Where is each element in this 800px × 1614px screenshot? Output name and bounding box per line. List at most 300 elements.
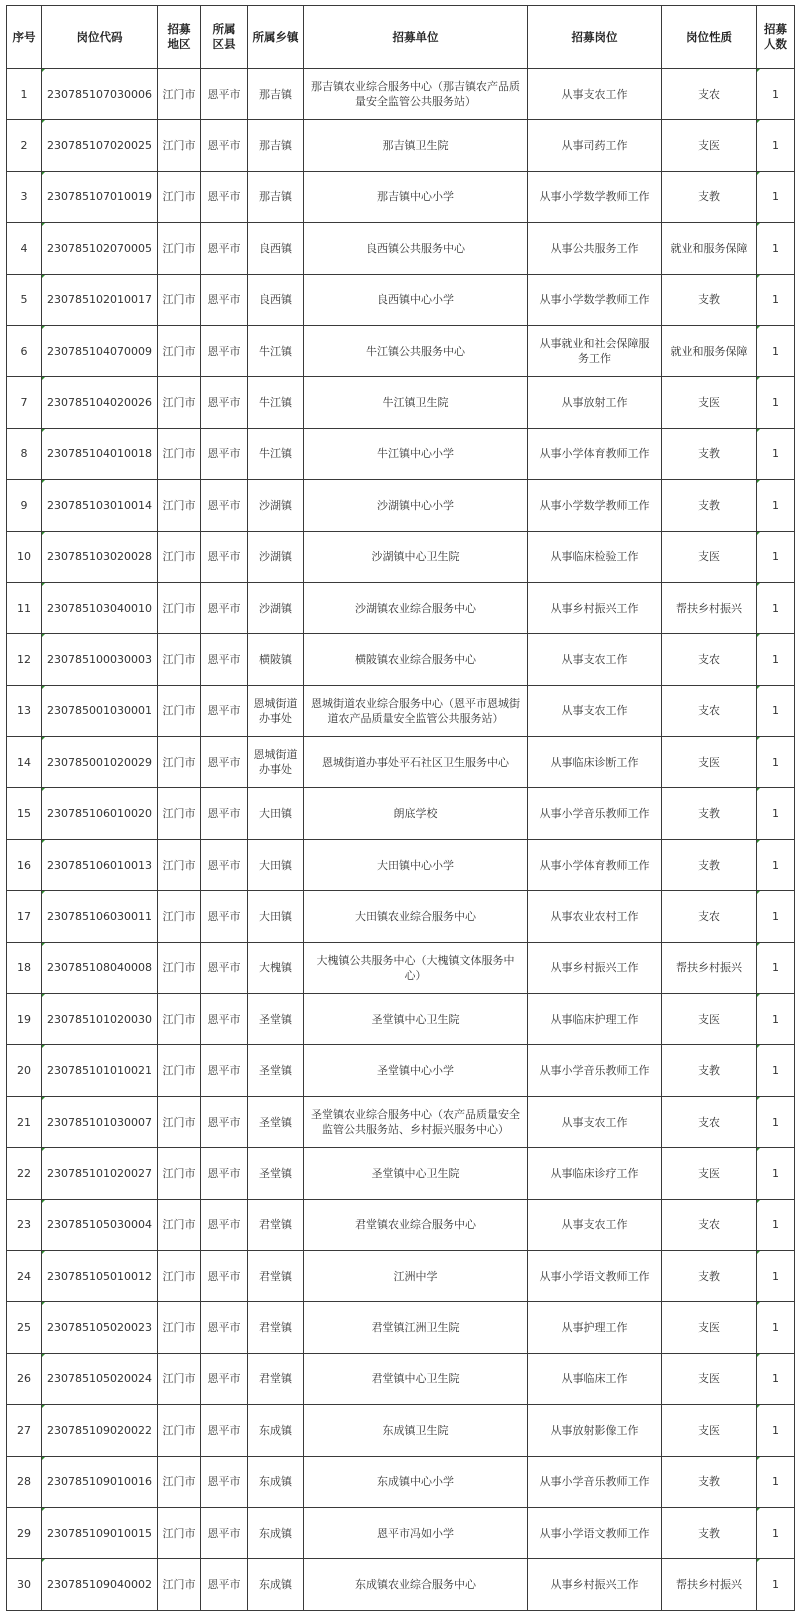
recruit-count-text: 1 <box>772 909 779 923</box>
position-nature-cell <box>662 428 757 479</box>
position-text: 从事公共服务工作 <box>550 241 639 255</box>
region-text: 江门市 <box>162 652 196 666</box>
header-count: 招募人数 <box>757 6 795 69</box>
county-cell <box>201 1148 248 1199</box>
position-nature-cell <box>662 377 757 428</box>
recruit-count-cell <box>757 1456 795 1507</box>
recruiting-unit-cell <box>304 1199 528 1250</box>
county-cell <box>201 325 248 376</box>
row-number-text: 25 <box>17 1321 31 1335</box>
town-cell <box>248 1353 304 1404</box>
position-code-cell <box>42 1302 158 1353</box>
position-nature-text: 支教 <box>698 293 720 307</box>
position-cell <box>528 1353 662 1404</box>
recruit-count-text: 1 <box>772 1166 779 1180</box>
county-text: 恩平市 <box>207 909 241 923</box>
region-cell <box>158 1096 201 1147</box>
position-nature-cell <box>662 120 757 171</box>
position-nature-text: 支教 <box>698 1269 720 1283</box>
position-code-cell <box>42 1405 158 1456</box>
town-text: 东成镇 <box>259 1526 292 1540</box>
town-cell <box>248 1199 304 1250</box>
position-code-text: 230785102070005 <box>47 241 152 255</box>
position-nature-cell <box>662 1199 757 1250</box>
county-cell <box>201 1353 248 1404</box>
position-nature-text: 支医 <box>698 755 720 769</box>
table-row <box>7 737 795 788</box>
county-cell <box>201 531 248 582</box>
region-cell <box>158 1302 201 1353</box>
position-code-cell <box>42 839 158 890</box>
region-text: 江门市 <box>162 1218 196 1232</box>
row-number-cell <box>7 171 42 222</box>
recruit-count-cell <box>757 1096 795 1147</box>
position-code-cell <box>42 480 158 531</box>
recruit-count-cell <box>757 1353 795 1404</box>
town-cell <box>248 942 304 993</box>
recruiting-unit-cell <box>304 377 528 428</box>
position-text: 从事乡村振兴工作 <box>550 601 639 615</box>
town-cell <box>248 377 304 428</box>
region-cell <box>158 120 201 171</box>
town-text: 沙湖镇 <box>259 498 292 512</box>
recruiting-unit-text: 牛江镇公共服务中心 <box>366 344 465 358</box>
position-cell <box>528 1456 662 1507</box>
town-cell <box>248 274 304 325</box>
position-nature-cell <box>662 1302 757 1353</box>
town-text: 恩城街道办事处 <box>253 748 298 777</box>
position-code-text: 230785107010019 <box>47 190 152 204</box>
position-text: 从事支农工作 <box>561 704 628 718</box>
county-cell <box>201 1507 248 1558</box>
position-code-text: 230785107030006 <box>47 87 152 101</box>
position-code-text: 230785103040010 <box>47 601 152 615</box>
town-text: 圣堂镇 <box>259 1064 292 1078</box>
town-text: 大田镇 <box>259 858 292 872</box>
table-row <box>7 69 795 120</box>
county-cell <box>201 428 248 479</box>
town-cell <box>248 1559 304 1610</box>
county-cell <box>201 788 248 839</box>
table-row <box>7 1456 795 1507</box>
town-cell <box>248 1148 304 1199</box>
region-text: 江门市 <box>162 87 196 101</box>
position-code-text: 230785101020027 <box>47 1166 152 1180</box>
table-header-row <box>7 6 795 69</box>
recruit-count-cell <box>757 223 795 274</box>
county-cell <box>201 223 248 274</box>
position-cell <box>528 634 662 685</box>
town-text: 大田镇 <box>259 909 292 923</box>
recruiting-unit-text: 牛江镇中心小学 <box>377 447 454 461</box>
position-code-text: 230785106010013 <box>47 858 152 872</box>
position-text: 从事临床检验工作 <box>550 550 639 564</box>
header-county: 所属区县 <box>201 6 248 69</box>
county-text: 恩平市 <box>207 1064 241 1078</box>
recruit-count-text: 1 <box>772 139 779 153</box>
row-number-cell <box>7 377 42 428</box>
county-text: 恩平市 <box>207 396 241 410</box>
position-text: 从事小学语文教师工作 <box>539 1269 650 1283</box>
position-nature-cell <box>662 839 757 890</box>
position-nature-text: 支教 <box>698 1475 720 1489</box>
county-cell <box>201 120 248 171</box>
town-cell <box>248 634 304 685</box>
town-cell <box>248 1507 304 1558</box>
row-number-text: 19 <box>17 1012 31 1026</box>
row-number-text: 6 <box>20 344 28 358</box>
region-text: 江门市 <box>162 1269 196 1283</box>
position-cell <box>528 994 662 1045</box>
position-text: 从事就业和社会保障服务工作 <box>539 337 650 366</box>
position-nature-cell <box>662 1096 757 1147</box>
recruit-count-text: 1 <box>772 190 779 204</box>
position-code-cell <box>42 1199 158 1250</box>
position-code-text: 230785109010016 <box>47 1475 152 1489</box>
position-cell <box>528 1250 662 1301</box>
recruit-count-cell <box>757 994 795 1045</box>
region-cell <box>158 1405 201 1456</box>
region-cell <box>158 428 201 479</box>
recruiting-unit-text: 君堂镇中心卫生院 <box>371 1372 460 1386</box>
region-text: 江门市 <box>162 293 196 307</box>
county-text: 恩平市 <box>207 961 241 975</box>
position-code-cell <box>42 994 158 1045</box>
position-cell <box>528 1302 662 1353</box>
position-cell <box>528 839 662 890</box>
table-row <box>7 428 795 479</box>
recruiting-unit-text: 沙湖镇农业综合服务中心 <box>355 601 476 615</box>
row-number-text: 20 <box>17 1064 31 1078</box>
header-nature: 岗位性质 <box>662 6 757 69</box>
position-text: 从事临床护理工作 <box>550 1012 639 1026</box>
region-text: 江门市 <box>162 190 196 204</box>
region-cell <box>158 171 201 222</box>
position-nature-cell <box>662 737 757 788</box>
position-text: 从事小学数学教师工作 <box>539 498 650 512</box>
recruit-count-cell <box>757 1405 795 1456</box>
position-nature-cell <box>662 1507 757 1558</box>
table-row <box>7 171 795 222</box>
position-text: 从事支农工作 <box>561 652 628 666</box>
position-nature-text: 支医 <box>698 1423 720 1437</box>
position-code-cell <box>42 274 158 325</box>
position-cell <box>528 1045 662 1096</box>
position-code-cell <box>42 1045 158 1096</box>
region-cell <box>158 531 201 582</box>
town-text: 那吉镇 <box>259 190 292 204</box>
recruiting-unit-cell <box>304 274 528 325</box>
county-text: 恩平市 <box>207 1526 241 1540</box>
position-code-cell <box>42 737 158 788</box>
county-cell <box>201 1456 248 1507</box>
county-text: 恩平市 <box>207 190 241 204</box>
position-code-cell <box>42 531 158 582</box>
recruiting-unit-cell <box>304 1096 528 1147</box>
county-cell <box>201 685 248 736</box>
town-cell <box>248 69 304 120</box>
recruiting-unit-cell <box>304 120 528 171</box>
row-number-cell <box>7 274 42 325</box>
position-nature-cell <box>662 171 757 222</box>
region-text: 江门市 <box>162 601 196 615</box>
recruiting-unit-cell <box>304 788 528 839</box>
recruiting-unit-cell <box>304 1507 528 1558</box>
position-nature-text: 支农 <box>698 909 720 923</box>
recruiting-unit-text: 良西镇公共服务中心 <box>366 241 465 255</box>
position-nature-cell <box>662 531 757 582</box>
position-nature-text: 支教 <box>698 190 720 204</box>
region-text: 江门市 <box>162 1423 196 1437</box>
row-number-cell <box>7 1559 42 1610</box>
position-code-text: 230785105010012 <box>47 1269 152 1283</box>
position-code-text: 230785104070009 <box>47 344 152 358</box>
recruiting-unit-text: 那吉镇中心小学 <box>377 190 454 204</box>
row-number-text: 17 <box>17 909 31 923</box>
recruiting-unit-cell <box>304 171 528 222</box>
position-nature-text: 帮扶乡村振兴 <box>676 961 742 975</box>
region-text: 江门市 <box>162 396 196 410</box>
row-number-cell <box>7 428 42 479</box>
region-text: 江门市 <box>162 961 196 975</box>
county-text: 恩平市 <box>207 1166 241 1180</box>
recruit-count-text: 1 <box>772 1475 779 1489</box>
position-nature-cell <box>662 634 757 685</box>
position-cell <box>528 1559 662 1610</box>
county-text: 恩平市 <box>207 447 241 461</box>
header-code: 岗位代码 <box>42 6 158 69</box>
town-cell <box>248 480 304 531</box>
town-text: 恩城街道办事处 <box>253 696 298 725</box>
position-code-cell <box>42 788 158 839</box>
position-nature-cell <box>662 223 757 274</box>
recruit-count-text: 1 <box>772 1321 779 1335</box>
recruiting-unit-text: 君堂镇江洲卫生院 <box>371 1321 460 1335</box>
position-cell <box>528 69 662 120</box>
recruiting-unit-cell <box>304 531 528 582</box>
row-number-text: 12 <box>17 652 31 666</box>
town-cell <box>248 582 304 633</box>
row-number-cell <box>7 1353 42 1404</box>
row-number-cell <box>7 942 42 993</box>
position-text: 从事小学数学教师工作 <box>539 190 650 204</box>
position-cell <box>528 377 662 428</box>
position-cell <box>528 891 662 942</box>
county-text: 恩平市 <box>207 498 241 512</box>
recruiting-unit-text: 大槐镇公共服务中心（大槐镇文体服务中心） <box>316 953 515 982</box>
county-cell <box>201 737 248 788</box>
position-nature-text: 支医 <box>698 1166 720 1180</box>
county-text: 恩平市 <box>207 1475 241 1489</box>
table-row <box>7 377 795 428</box>
county-cell <box>201 582 248 633</box>
row-number-text: 10 <box>17 550 31 564</box>
position-nature-text: 支教 <box>698 807 720 821</box>
town-text: 牛江镇 <box>259 447 292 461</box>
county-cell <box>201 1559 248 1610</box>
position-code-text: 230785105020023 <box>47 1321 152 1335</box>
table-row <box>7 685 795 736</box>
region-text: 江门市 <box>162 755 196 769</box>
position-code-cell <box>42 1250 158 1301</box>
town-text: 沙湖镇 <box>259 601 292 615</box>
row-number-text: 11 <box>17 601 31 615</box>
recruit-count-text: 1 <box>772 87 779 101</box>
row-number-cell <box>7 685 42 736</box>
position-text: 从事支农工作 <box>561 1115 628 1129</box>
position-cell <box>528 1148 662 1199</box>
town-text: 那吉镇 <box>259 139 292 153</box>
table-row <box>7 788 795 839</box>
region-text: 江门市 <box>162 1321 196 1335</box>
position-text: 从事临床诊疗工作 <box>550 1166 639 1180</box>
recruiting-unit-cell <box>304 1456 528 1507</box>
town-text: 那吉镇 <box>259 87 292 101</box>
position-code-cell <box>42 582 158 633</box>
recruiting-unit-text: 沙湖镇中心卫生院 <box>371 550 460 564</box>
recruiting-unit-cell <box>304 685 528 736</box>
county-cell <box>201 1096 248 1147</box>
position-cell <box>528 582 662 633</box>
recruit-count-text: 1 <box>772 1578 779 1592</box>
position-code-cell <box>42 891 158 942</box>
position-cell <box>528 737 662 788</box>
position-nature-cell <box>662 274 757 325</box>
recruit-count-cell <box>757 788 795 839</box>
row-number-text: 14 <box>17 755 31 769</box>
region-cell <box>158 1507 201 1558</box>
region-cell <box>158 1199 201 1250</box>
county-text: 恩平市 <box>207 87 241 101</box>
row-number-text: 9 <box>20 498 28 512</box>
region-cell <box>158 274 201 325</box>
county-cell <box>201 274 248 325</box>
position-cell <box>528 942 662 993</box>
town-cell <box>248 685 304 736</box>
table-row <box>7 120 795 171</box>
row-number-cell <box>7 1096 42 1147</box>
town-text: 大田镇 <box>259 807 292 821</box>
town-text: 良西镇 <box>259 241 292 255</box>
town-cell <box>248 994 304 1045</box>
region-cell <box>158 377 201 428</box>
town-cell <box>248 223 304 274</box>
table-row <box>7 223 795 274</box>
town-cell <box>248 1045 304 1096</box>
position-code-cell <box>42 1353 158 1404</box>
recruiting-unit-text: 恩城街道农业综合服务中心（恩平市恩城街道农产品质量安全监管公共服务站） <box>311 696 520 725</box>
recruiting-unit-text: 那吉镇农业综合服务中心（那吉镇农产品质量安全监管公共服务站） <box>311 80 520 109</box>
county-text: 恩平市 <box>207 241 241 255</box>
row-number-cell <box>7 531 42 582</box>
recruit-count-text: 1 <box>772 396 779 410</box>
position-nature-text: 就业和服务保障 <box>670 344 748 358</box>
county-cell <box>201 839 248 890</box>
table-row <box>7 942 795 993</box>
town-text: 沙湖镇 <box>259 550 292 564</box>
table-row <box>7 531 795 582</box>
row-number-text: 23 <box>17 1218 31 1232</box>
region-text: 江门市 <box>162 1115 196 1129</box>
position-code-text: 230785109020022 <box>47 1423 152 1437</box>
position-cell <box>528 788 662 839</box>
row-number-cell <box>7 1250 42 1301</box>
recruit-count-text: 1 <box>772 498 779 512</box>
position-code-cell <box>42 223 158 274</box>
row-number-text: 1 <box>20 87 28 101</box>
region-cell <box>158 634 201 685</box>
position-code-cell <box>42 1507 158 1558</box>
recruit-count-text: 1 <box>772 344 779 358</box>
region-cell <box>158 839 201 890</box>
row-number-cell <box>7 1507 42 1558</box>
recruit-count-text: 1 <box>772 601 779 615</box>
table-row <box>7 582 795 633</box>
row-number-text: 21 <box>17 1115 31 1129</box>
position-text: 从事小学数学教师工作 <box>539 293 650 307</box>
row-number-cell <box>7 582 42 633</box>
position-nature-text: 支教 <box>698 498 720 512</box>
row-number-text: 16 <box>17 858 31 872</box>
region-cell <box>158 480 201 531</box>
position-nature-cell <box>662 891 757 942</box>
recruiting-unit-text: 那吉镇卫生院 <box>382 139 449 153</box>
region-text: 江门市 <box>162 1475 196 1489</box>
position-nature-text: 支医 <box>698 1321 720 1335</box>
region-cell <box>158 685 201 736</box>
row-number-cell <box>7 994 42 1045</box>
region-cell <box>158 994 201 1045</box>
row-number-cell <box>7 1456 42 1507</box>
town-cell <box>248 1405 304 1456</box>
position-code-text: 230785106010020 <box>47 807 152 821</box>
row-number-cell <box>7 839 42 890</box>
position-nature-text: 支农 <box>698 704 720 718</box>
row-number-cell <box>7 69 42 120</box>
position-nature-cell <box>662 1456 757 1507</box>
table-row <box>7 1405 795 1456</box>
town-cell <box>248 891 304 942</box>
position-text: 从事司药工作 <box>561 139 628 153</box>
row-number-cell <box>7 1405 42 1456</box>
position-cell <box>528 685 662 736</box>
row-number-text: 29 <box>17 1526 31 1540</box>
row-number-text: 2 <box>20 139 28 153</box>
row-number-text: 26 <box>17 1372 31 1386</box>
position-text: 从事放射影像工作 <box>550 1423 639 1437</box>
row-number-cell <box>7 788 42 839</box>
recruit-count-cell <box>757 582 795 633</box>
town-cell <box>248 325 304 376</box>
table-body <box>7 69 795 1611</box>
row-number-text: 7 <box>20 396 28 410</box>
recruiting-unit-cell <box>304 634 528 685</box>
recruit-count-cell <box>757 891 795 942</box>
row-number-cell <box>7 120 42 171</box>
header-unit: 招募单位 <box>304 6 528 69</box>
town-cell <box>248 1250 304 1301</box>
recruit-count-cell <box>757 634 795 685</box>
region-cell <box>158 1250 201 1301</box>
header-no: 序号 <box>7 6 42 69</box>
position-text: 从事乡村振兴工作 <box>550 961 639 975</box>
region-cell <box>158 582 201 633</box>
position-code-cell <box>42 1559 158 1610</box>
position-cell <box>528 1096 662 1147</box>
position-nature-text: 支教 <box>698 1064 720 1078</box>
recruiting-unit-text: 良西镇中心小学 <box>377 293 454 307</box>
town-cell <box>248 1096 304 1147</box>
